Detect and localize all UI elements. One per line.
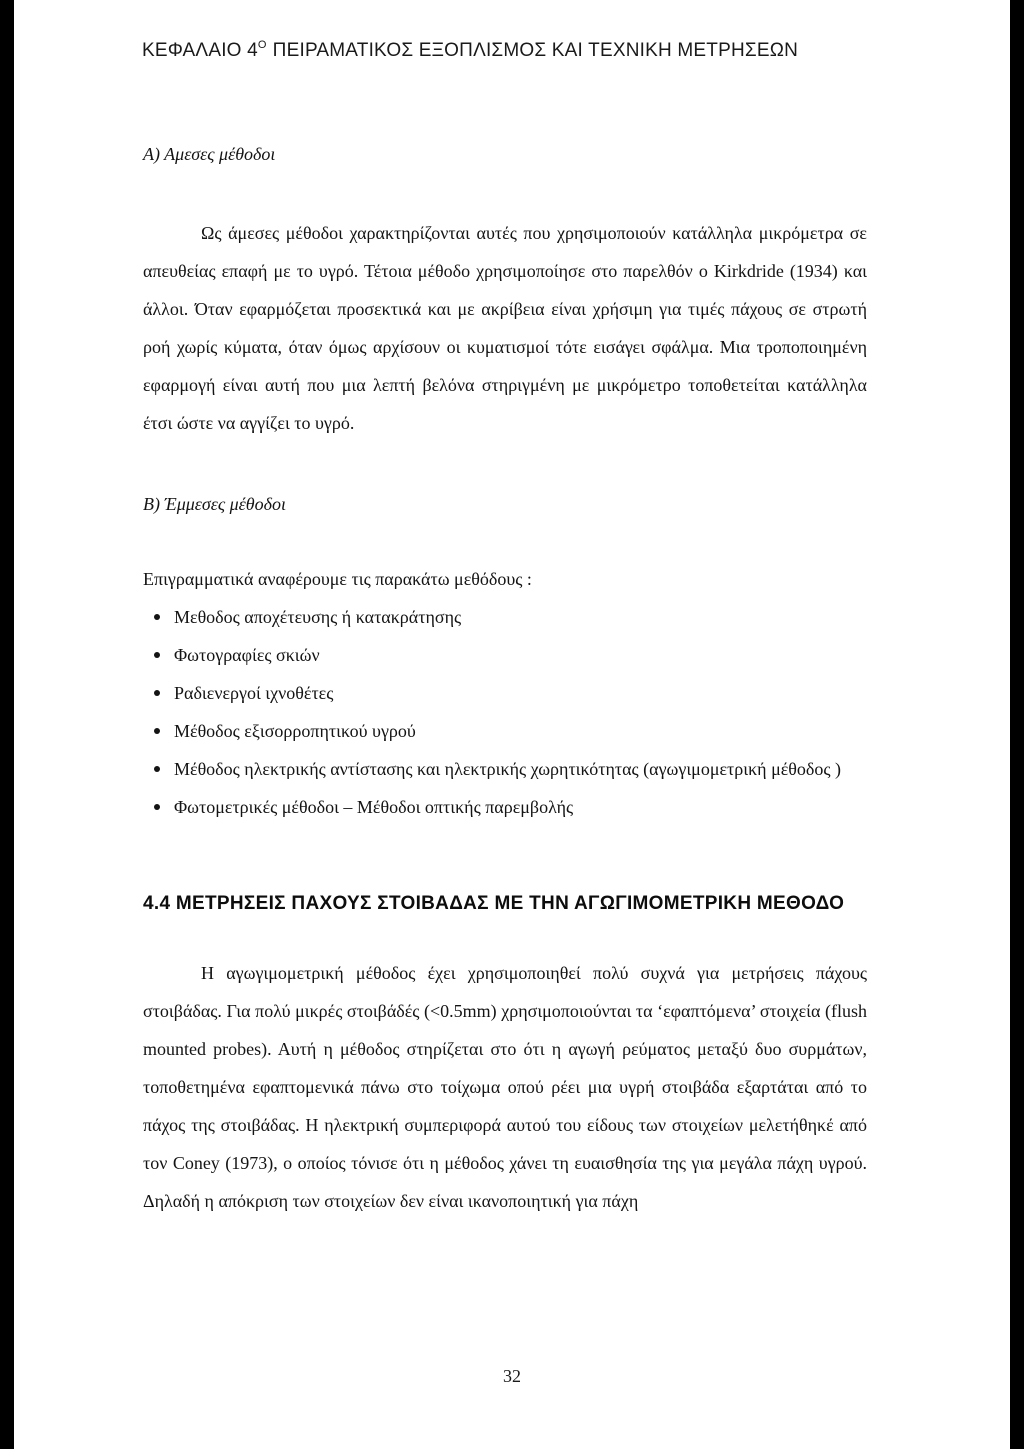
bullet-icon [154,690,160,696]
list-item-text: Μέθοδος ηλεκτρικής αντίστασης και ηλεκτρικής χωρητικότητας (αγωγιμομετρική μέθοδος ) [174,759,842,779]
bullet-icon [154,804,160,810]
list-item [143,788,867,826]
list-item-text: Ραδιενεργοί ιχνοθέτες [174,683,334,703]
list-item [143,674,867,712]
bullet-icon [154,652,160,658]
chapter-title: ΠΕΙΡΑΜΑΤΙΚΟΣ ΕΞΟΠΛΙΣΜΟΣ ΚΑΙ ΤΕΧΝΙΚΗ ΜΕΤΡΗΣΕΩΝ [272,40,799,61]
bullet-icon [154,614,160,620]
page-number: 32 [503,1366,521,1386]
list-item [143,598,867,636]
bullet-icon [154,728,160,734]
bullet-icon [154,766,160,772]
section-b-intro: Επιγραμματικά αναφέρουμε τις παρακάτω μεθόδους : [143,569,532,589]
section-a-paragraph: Ως άμεσες μέθοδοι χαρακτηρίζονται αυτές που χρησιμοποιούν κατάλληλα μικρόμετρα σε απευθείας επαφή με το υγρό. Τέτοια μέθοδο χρησιμοποίησε στο παρελθόν ο Kirkdride (1934) και άλλοι. Όταν εφαρμόζεται προσεκτικά και με ακρίβεια είναι χρήσιμη για τιμές πάχους σε στρωτή ροή χωρίς κύματα, όταν όμως αρχίσουν οι κυματισμοί τότε εισάγει σφάλμα. Μια τροποποιημένη εφαρμογή είναι αυτή που μια λεπτή βελόνα στηριγμένη με μικρόμετρο τοποθετείται κατάλληλα έτσι ώστε να αγγίζει το υγρό. [143,223,867,433]
list-item-text: Μέθοδος εξισορροπητικού υγρού [174,721,416,741]
list-item [143,636,867,674]
section-a-title: Α) Αμεσες μέθοδοι [143,144,276,164]
list-item-text: Φωτογραφίες σκιών [174,645,320,665]
chapter-header [142,40,882,62]
list-item [143,750,867,788]
list-item-text: Μεθοδος αποχέτευσης ή κατακράτησης [174,607,462,627]
document-page [14,0,1010,1449]
page-content [143,136,867,1220]
chapter-prefix: ΚΕΦΑΛΑΙΟ 4 [142,40,258,61]
list-item-text: Φωτομετρικές μέθοδοι – Μέθοδοι οπτικής παρεμβολής [174,797,574,817]
section-4-4-heading: 4.4 ΜΕΤΡΗΣΕΙΣ ΠΑΧΟΥΣ ΣΤΟΙΒΑΔΑΣ ΜΕ ΤΗΝ ΑΓΩΓΙΜΟΜΕΤΡΙΚΗ ΜΕΘΟΔΟ [143,893,845,914]
list-item [143,712,867,750]
chapter-superscript: Ο [257,39,267,51]
section-b-title: Β) Έμμεσες μέθοδοι [143,494,286,514]
section-4-4-paragraph: Η αγωγιμομετρική μέθοδος έχει χρησιμοποιηθεί πολύ συχνά για μετρήσεις πάχους στοιβάδας. Για πολύ μικρές στοιβάδές (<0.5mm) χρησιμοποιούνται τα ‘εφαπτόμενα’ στοιχεία (flush mounted probes). Αυτή η μέθοδος στηρίζεται στο ότι η αγωγή ρεύματος μεταξύ δυο συρμάτων, τοποθετημένα εφαπτομενικά πάνω στο τοίχωμα οπού ρέει μια υγρή στοιβάδα εξαρτάται από το πάχος της στοιβάδας. Η ηλεκτρική συμπεριφορά αυτού του είδους των στοιχείων μελετήθηκέ από τον Coney (1973), ο οποίος τόνισε ότι η μέθοδος χάνει τη ευαισθησία της για μεγάλα πάχη υγρού. Δηλαδή η απόκριση των στοιχείων δεν είναι ικανοποιητική για πάχη [143,963,867,1211]
methods-list [143,598,867,826]
